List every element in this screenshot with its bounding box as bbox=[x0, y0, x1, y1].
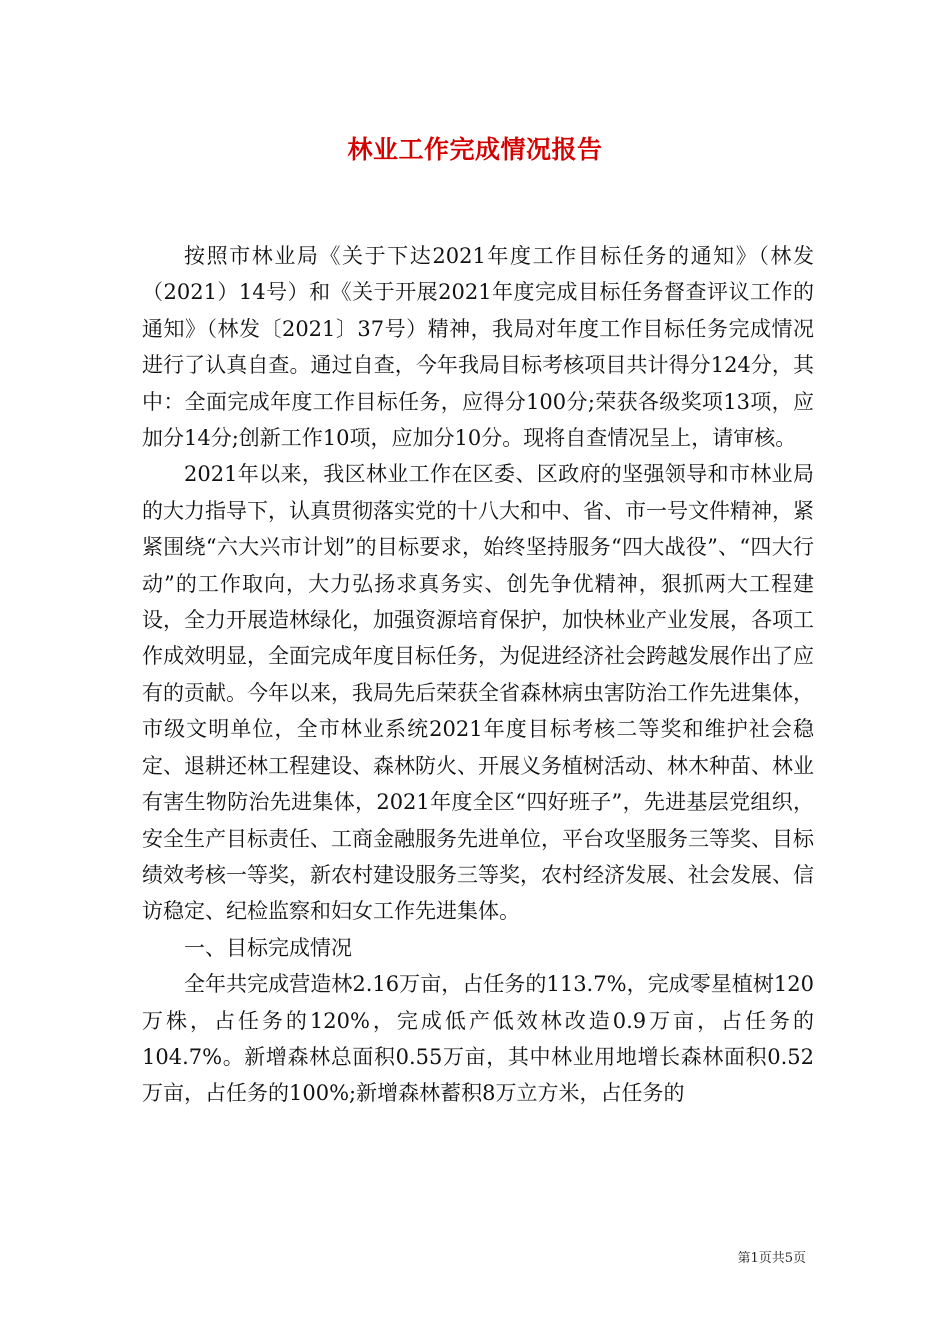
page-number: 第1页共5页 bbox=[737, 1251, 806, 1266]
document-title: 林业工作完成情况报告 bbox=[347, 135, 603, 164]
section-heading: 一、目标完成情况 bbox=[184, 935, 352, 960]
document-body bbox=[142, 238, 814, 1112]
section-paragraph: 全年共完成营造林2.16万亩，占任务的113.7%，完成零星植树120万株，占任务的120%，完成低产低效林改造0.9万亩，占任务的104.7%。新增森林总面积0.55万亩，其中林业用地增长森林面积0.52万亩，占任务的100%;新增森林蓄积8万立方米，占任务的 bbox=[142, 972, 814, 1106]
intro-paragraph: 按照市林业局《关于下达2021年度工作目标任务的通知》（林发（2021）14号）和《关于开展2021年度完成目标任务督查评议工作的通知》（林发〔2021〕37号）精神，我局对年度工作目标任务完成情况进行了认真自查。通过自查，今年我局目标考核项目共计得分124分，其中：全面完成年度工作目标任务，应得分100分;荣获各级奖项13项，应加分14分;创新工作10项，应加分10分。现将自查情况呈上，请审核。 bbox=[142, 244, 814, 451]
summary-paragraph: 2021年以来，我区林业工作在区委、区政府的坚强领导和市林业局的大力指导下，认真贯彻落实党的十八大和中、省、市一号文件精神，紧紧围绕“六大兴市计划”的目标要求，始终坚持服务“四大战役”、“四大行动”的工作取向，大力弘扬求真务实、创先争优精神，狠抓两大工程建设，全力开展造林绿化，加强资源培育保护，加快林业产业发展，各项工作成效明显，全面完成年度目标任务，为促进经济社会跨越发展作出了应有的贡献。今年以来，我局先后荣获全省森林病虫害防治工作先进集体，市级文明单位，全市林业系统2021年度目标考核二等奖和维护社会稳定、退耕还林工程建设、森林防火、开展义务植树活动、林木种苗、林业有害生物防治先进集体，2021年度全区“四好班子”，先进基层党组织，安全生产目标责任、工商金融服务先进单位，平台攻坚服务三等奖、目标绩效考核一等奖，新农村建设服务三等奖，农村经济发展、社会发展、信访稳定、纪检监察和妇女工作先进集体。 bbox=[142, 462, 814, 924]
